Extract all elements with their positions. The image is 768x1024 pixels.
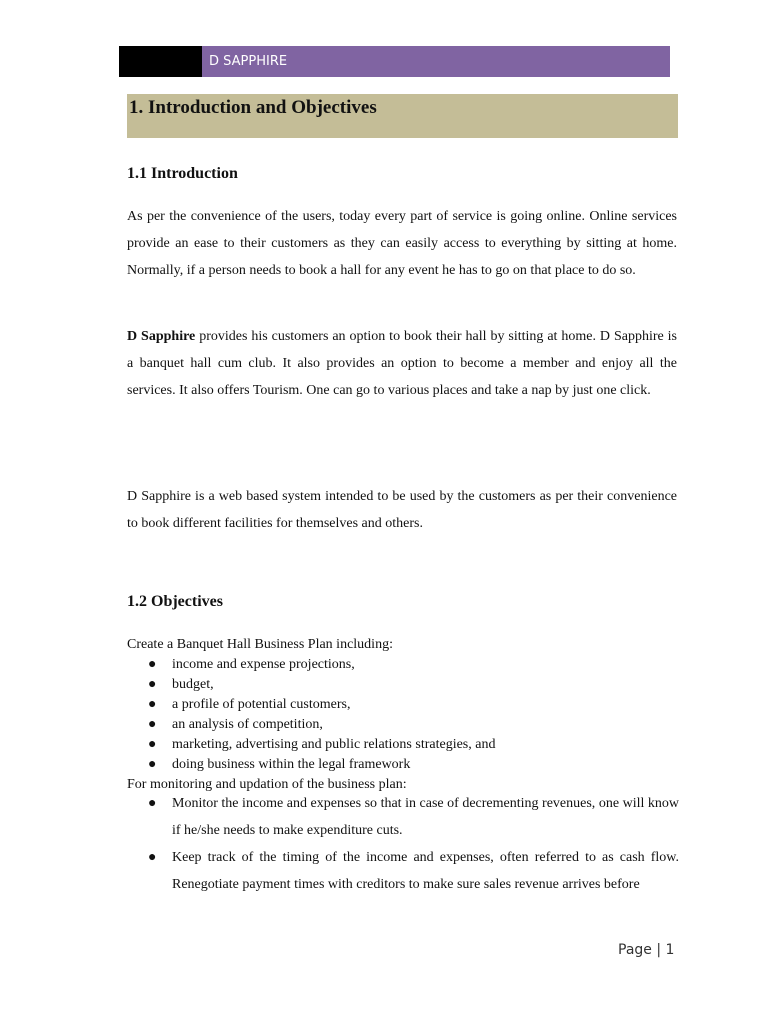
list-item: ● budget, [127,675,679,695]
bullet-icon: ● [148,850,157,865]
list-item: ● an analysis of competition, [127,715,679,735]
bullet-icon: ● [148,697,157,712]
list-item: ● doing business within the legal framework [127,755,679,775]
intro-paragraph-1: As per the convenience of the users, today every part of service is going online. Online services provide an ease to their customers as they can easily access to everything by sitting at home. Normally, if a person needs to book a hall for any event he has to go on that place to do so. [127,209,677,278]
intro-paragraph-2-text: provides his customers an option to book their hall by sitting at home. D Sapphire is a banquet hall cum club. It also provides an option to become a member and enjoy all the services. It also offers Tourism. One can go to various places and take a nap by just one click. [127,329,677,398]
list-item: ● marketing, advertising and public relations strategies, and [127,735,679,755]
objectives-list-1 [127,655,679,775]
objectives-lead-2: For monitoring and updation of the business plan: [127,777,407,792]
bullet-icon: ● [148,717,157,732]
list-item: ● Monitor the income and expenses so that in case of decrementing revenues, one will know if he/she needs to make expenditure cuts. [127,790,679,844]
intro-paragraph-3: D Sapphire is a web based system intended to be used by the customers as per their convenience to book different facilities for themselves and others. [127,489,677,531]
bullet-icon: ● [148,796,157,811]
bullet-icon: ● [148,737,157,752]
bullet-icon: ● [148,677,157,692]
list-item: ● income and expense projections, [127,655,679,675]
intro-heading: 1.1 Introduction [127,165,238,182]
section-heading: 1. Introduction and Objectives [129,97,377,118]
header-black-block [119,46,202,77]
brand-name: D Sapphire [127,329,196,344]
page-number: Page | 1 [618,942,675,958]
header-title: D SAPPHIRE [202,46,670,77]
objectives-heading: 1.2 Objectives [127,593,223,610]
bullet-icon: ● [148,757,157,772]
objectives-list-2 [127,790,679,898]
intro-paragraph-2 [127,323,677,404]
list-item: ● Keep track of the timing of the income and expenses, often referred to as cash flow. Renegotiate payment times with creditors to make sure sales revenue arrives before [127,844,679,898]
page-header [119,46,670,77]
section-heading-box [127,94,678,138]
list-item: ● a profile of potential customers, [127,695,679,715]
bullet-icon: ● [148,657,157,672]
objectives-lead-1: Create a Banquet Hall Business Plan including: [127,637,393,652]
